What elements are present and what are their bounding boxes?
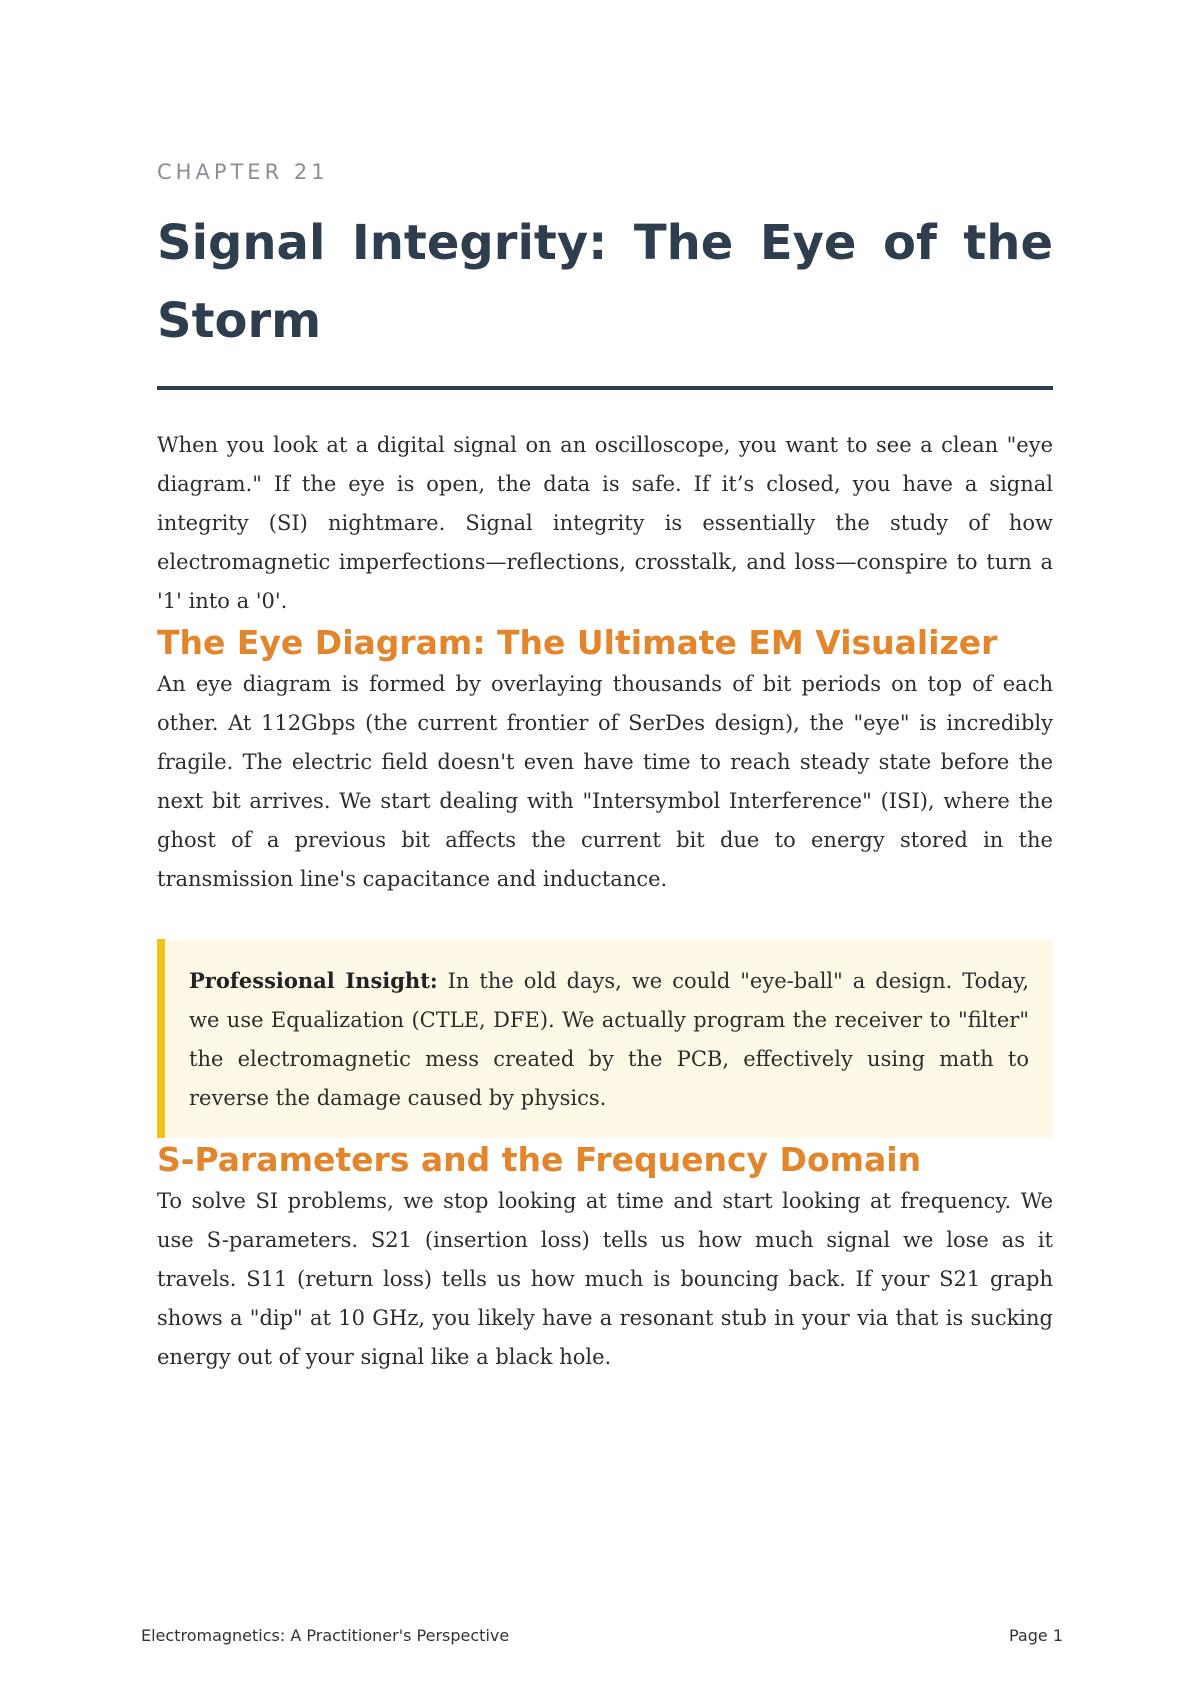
footer-book-title: Electromagnetics: A Practitioner's Perspective <box>141 1626 510 1645</box>
section-heading-s-parameters: S-Parameters and the Frequency Domain <box>157 1140 922 1179</box>
callout-text: In the old days, we could "eye-ball" a design. Today, we use Equalization (CTLE, DFE). We actually program the receiver to "filter" the electromagnetic mess created by the PCB, effectively using math to reverse the damage caused by physics. <box>189 969 1029 1110</box>
chapter-title: Signal Integrity: The Eye of the Storm <box>157 215 1053 349</box>
professional-insight-callout <box>157 939 1053 1138</box>
section-heading-eye-diagram: The Eye Diagram: The Ultimate EM Visualizer <box>157 623 998 662</box>
title-divider <box>157 386 1053 390</box>
callout-paragraph <box>189 961 1029 1118</box>
section-body-eye-diagram: An eye diagram is formed by overlaying thousands of bit periods on top of each other. At 112Gbps (the current frontier of SerDes design), the "eye" is incredibly fragile. The electric field doesn't even have time to reach steady state before the next bit arrives. We start dealing with "Intersymbol Interference" (ISI), where the ghost of a previous bit affects the current bit due to energy stored in the transmission line's capacitance and inductance. <box>157 672 1053 891</box>
page-footer <box>141 1626 1063 1645</box>
chapter-label: CHAPTER 21 <box>157 160 329 184</box>
intro-paragraph: When you look at a digital signal on an oscilloscope, you want to see a clean "eye diagram." If the eye is open, the data is safe. If it’s closed, you have a signal integrity (SI) nightmare. Signal integrity is essentially the study of how electromagnetic imperfections—reflections, crosstalk, and loss—conspire to turn a '1' into a '0'. <box>157 433 1053 613</box>
section-body-s-parameters: To solve SI problems, we stop looking at time and start looking at frequency. We use S-parameters. S21 (insertion loss) tells us how much signal we lose as it travels. S11 (return loss) tells us how much is bouncing back. If your S21 graph shows a "dip" at 10 GHz, you likely have a resonant stub in your via that is sucking energy out of your signal like a black hole. <box>157 1189 1053 1369</box>
footer-page-number: Page 1 <box>1009 1626 1063 1645</box>
callout-label: Professional Insight: <box>189 968 438 993</box>
page-content <box>157 160 1053 1377</box>
